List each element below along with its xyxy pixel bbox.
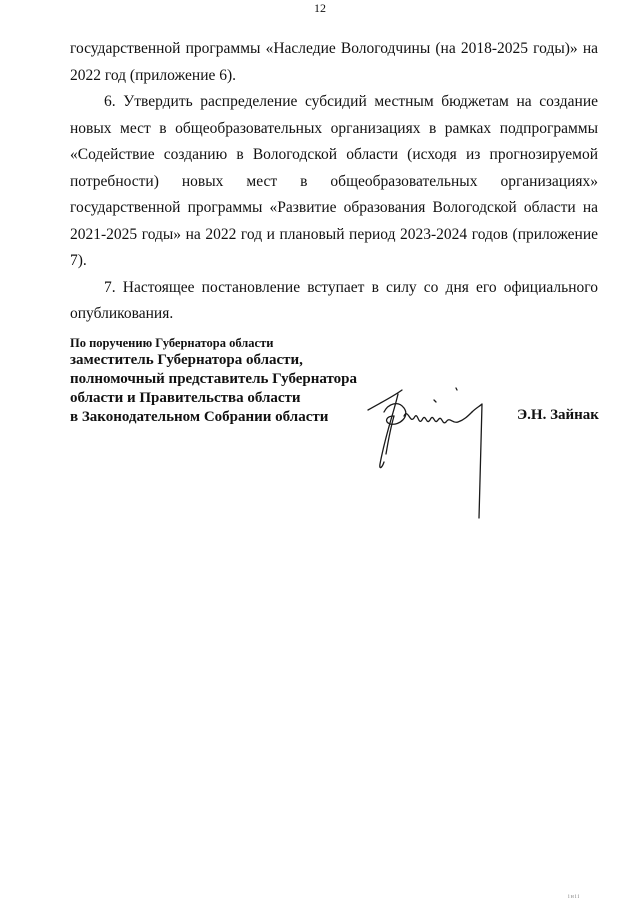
footer-mark: ініі: [568, 894, 581, 900]
signatory-title-line-1: заместитель Губернатора области,: [70, 352, 303, 368]
paragraph-7: 7. Настоящее постановление вступает в силу со дня его официального опубликования.: [70, 278, 598, 322]
signatory-title-line-2: полномочный представитель Губернатора: [70, 371, 358, 387]
signatory-title-line-3: области и Правительства области: [70, 390, 301, 406]
signatory-name: Э.Н. Зайнак: [517, 407, 599, 423]
paragraph-5-tail: государственной программы «Наследие Вологодчины (на 2018-2025 годы)» на 2022 год (приложение 6).: [70, 40, 598, 84]
authority-note: По поручению Губернатора области: [70, 336, 274, 350]
page-number: 12: [314, 1, 326, 15]
signatory-title-line-4: в Законодательном Собрании области: [70, 409, 329, 425]
document-body: [70, 36, 598, 328]
signatory-title: [70, 351, 357, 427]
paragraph-6: 6. Утвердить распределение субсидий местным бюджетам на создание новых мест в общеобразовательных организациях в рамках подпрограммы «Содействие созданию в Вологодской области (исходя из прогнозируемой потребности) новых мест в общеобразовательных организациях» государственной программы «Развитие образования Вологодской области на 2021-2025 годы» на 2022 год и плановый период 2023-2024 годов (приложение 7).: [70, 93, 598, 269]
handwritten-signature: [364, 382, 494, 527]
